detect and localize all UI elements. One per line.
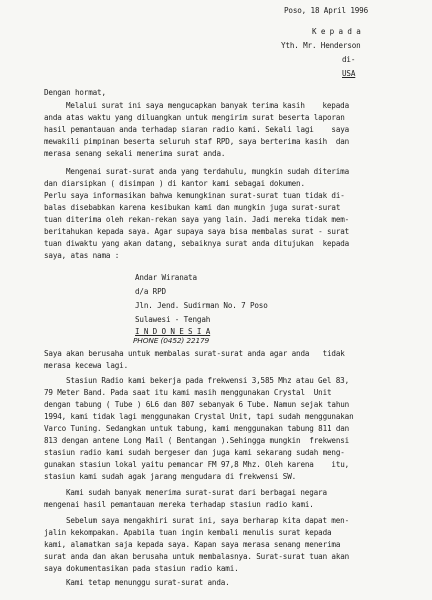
body-line: Sebelum saya mengakhiri surat ini, saya berharap kita dapat men- [66, 516, 349, 525]
body-line: mengenai hasil pemantauan mereka terhadap stasiun radio kami. [44, 500, 314, 509]
body-line: merasa senang sekali menerima surat anda. [44, 149, 226, 158]
greeting: Dengan hormat, [44, 88, 106, 97]
body-line: 813 dengan antene Long Mail ( Bentangan ).Sehingga mungkin frekwensi [44, 436, 350, 445]
body-line: balas disebabkan karena kesibukan kami dan mungkin juga surat-surat [44, 203, 341, 212]
address-name: Andar Wiranata [135, 273, 197, 282]
body-line: jalin kekompakan. Apabila tuan ingin kembali menulis surat kepada [44, 528, 332, 537]
address-country: I N D O N E S I A [135, 327, 211, 336]
body-line: beritahukan kepada saya. Agar supaya saya bisa membalas surat - surat [44, 227, 350, 236]
body-line: merasa kecewa lagi. [44, 361, 129, 370]
body-line: Kami tetap menunggu surat-surat anda. [66, 578, 230, 587]
address-region: Sulawesi - Tengah [135, 315, 211, 324]
handwritten-phone: PHONE (0452) 22179 [133, 336, 210, 345]
kepada-label: K e p a d a [312, 27, 361, 36]
recipient-country: USA [342, 69, 356, 78]
body-line: gunakan stasiun lokal yaitu pemancar FM 97,8 Mhz. Oleh karena itu, [44, 460, 350, 469]
body-line: saya dokumentasikan pada stasiun radio kami. [44, 564, 239, 573]
body-line: Stasiun Radio kami bekerja pada frekwensi 3,585 Mhz atau Gel 83, [66, 376, 349, 385]
body-line: saya, atas nama : [44, 251, 120, 260]
body-line: stasiun kami sudah agak jarang mengudara di frekwensi SW. [44, 472, 297, 481]
letter-date: Poso, 18 April 1996 [284, 6, 369, 15]
body-line: Perlu saya informasikan bahwa kemungkinan surat-surat tuan tidak di- [44, 191, 345, 200]
body-line: Melalui surat ini saya mengucapkan banyak terima kasih kepada [66, 101, 349, 110]
body-line: tuan diwaktu yang akan datang, sebaiknya surat anda ditujukan kepada [44, 239, 350, 248]
di-label: di- [342, 55, 356, 64]
body-line: Varco Tuning. Sedangkan untuk tabung, kami menggunakan tabung 811 dan [44, 424, 350, 433]
body-line: stasiun radio kami sudah bergeser dan juga kami sekarang sudah meng- [44, 448, 345, 457]
body-line: Saya akan berusaha untuk membalas surat-surat anda agar anda tidak [44, 349, 345, 358]
body-line: surat anda dan akan berusaha untuk membalasnya. Surat-surat tuan akan [44, 552, 350, 561]
address-care-of: d/a RPD [135, 287, 166, 296]
body-line: anda atas waktu yang diluangkan untuk mengirim surat beserta laporan [44, 113, 345, 122]
body-line: Kami sudah banyak menerima surat-surat dari berbagai negara [66, 488, 327, 497]
body-line: Mengenai surat-surat anda yang terdahulu, mungkin sudah diterima [66, 167, 349, 176]
body-line: 1994, kami tidak lagi menggunakan Crystal Unit, tapi sudah menggunakan [44, 412, 354, 421]
body-line: mewakili pimpinan beserta seluruh staf RPD, saya berterima kasih dan [44, 137, 350, 146]
body-line: kami, alamatkan saja kepada saya. Kapan saya merasa senang menerima [44, 540, 341, 549]
body-line: hasil pemantauan anda terhadap siaran radio kami. Sekali lagi saya [44, 125, 350, 134]
body-line: dan diarsipkan ( disimpan ) di kantor kami sebagai dokumen. [44, 179, 305, 188]
address-street: Jln. Jend. Sudirman No. 7 Poso [135, 301, 268, 310]
body-line: tuan diterima oleh rekan-rekan saya yang lain. Jadi mereka tidak mem- [44, 215, 350, 224]
body-line: 79 Meter Band. Pada saat itu kami masih menggunakan Crystal Unit [44, 388, 332, 397]
body-line: dengan tabung ( Tube ) 6L6 dan 807 sebanyak 6 Tube. Namun sejak tahun [44, 400, 350, 409]
recipient-name: Yth. Mr. Henderson [281, 41, 361, 50]
